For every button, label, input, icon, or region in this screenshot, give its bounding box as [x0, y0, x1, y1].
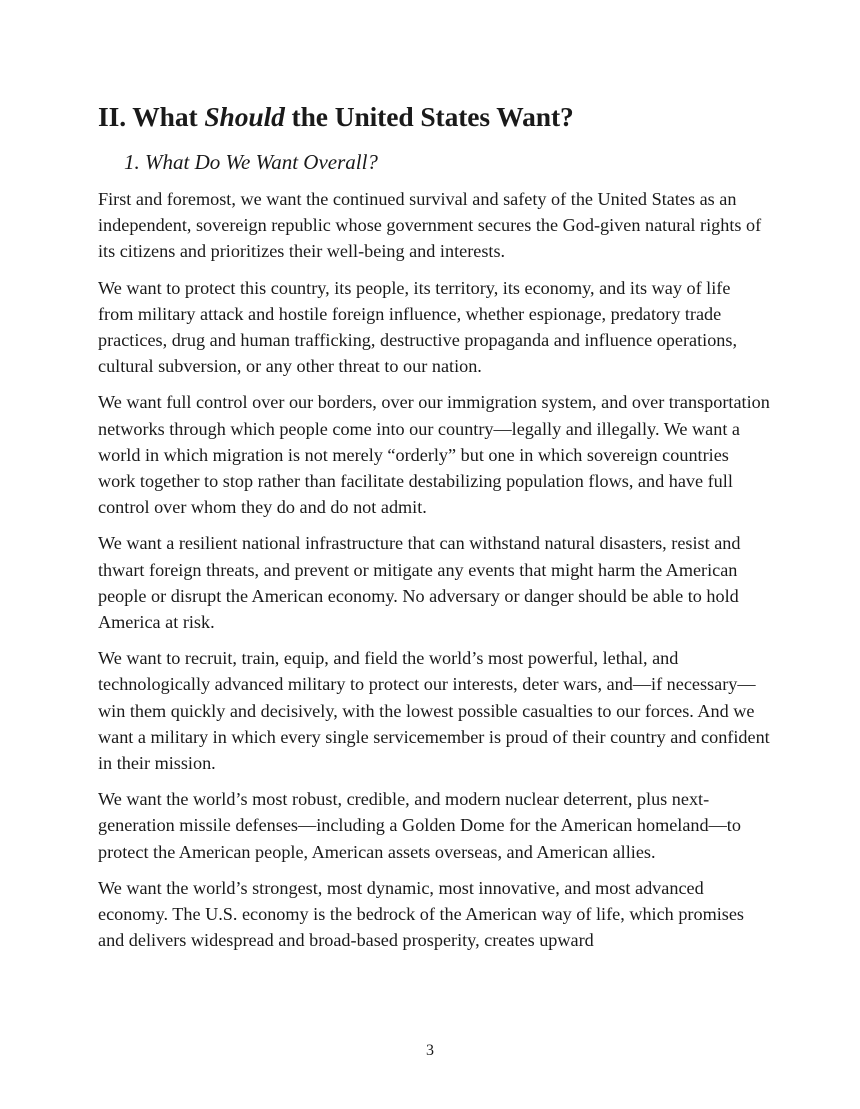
section-heading — [98, 100, 770, 134]
document-page — [98, 100, 770, 963]
section-heading-prefix: II. What — [98, 101, 205, 132]
paragraph: First and foremost, we want the continued survival and safety of the United States as an independent, sovereign republic whose government secures the God-given natural rights of its citizens and prioritizes their well-being and interests. — [98, 189, 762, 262]
paragraph: We want a resilient national infrastructure that can withstand natural disasters, resist and thwart foreign threats, and prevent or mitigate any events that might harm the American people or disrupt the American economy. No adversary or danger should be able to hold America at risk. — [98, 533, 741, 633]
paragraph: We want to protect this country, its people, its territory, its economy, and its way of life from military attack and hostile foreign influence, whether espionage, predatory trade practices, drug and human trafficking, destructive propaganda and influence operations, cultural subversion, or any other threat to our nation. — [98, 277, 738, 377]
subsection-heading: 1. What Do We Want Overall? — [124, 150, 378, 174]
paragraph: We want full control over our borders, over our immigration system, and over transportation networks through which people come into our country—legally and illegally. We want a world in which migration is not merely “orderly” but one in which sovereign countries work together to stop rather than facilitate destabilizing population flows, and have full control over whom they do and do not admit. — [98, 392, 770, 518]
body-text — [98, 186, 770, 953]
section-heading-emphasis: Should — [204, 101, 285, 132]
section-heading-suffix: the United States Want? — [284, 101, 574, 132]
paragraph: We want the world’s strongest, most dynamic, most innovative, and most advanced economy. The U.S. economy is the bedrock of the American way of life, which promises and delivers widespread and broad-based prosperity, creates upward — [98, 877, 744, 951]
paragraph: We want the world’s most robust, credible, and modern nuclear deterrent, plus next-generation missile defenses—including a Golden Dome for the American homeland—to protect the American people, American assets overseas, and American allies. — [98, 789, 741, 862]
page-number: 3 — [426, 1042, 434, 1059]
paragraph: We want to recruit, train, equip, and field the world’s most powerful, lethal, and technologically advanced military to protect our interests, deter wars, and—if necessary—win them quickly and decisively, with the lowest possible casualties to our forces. And we want a military in which every single servicemember is proud of their country and confident in their mission. — [98, 648, 770, 774]
